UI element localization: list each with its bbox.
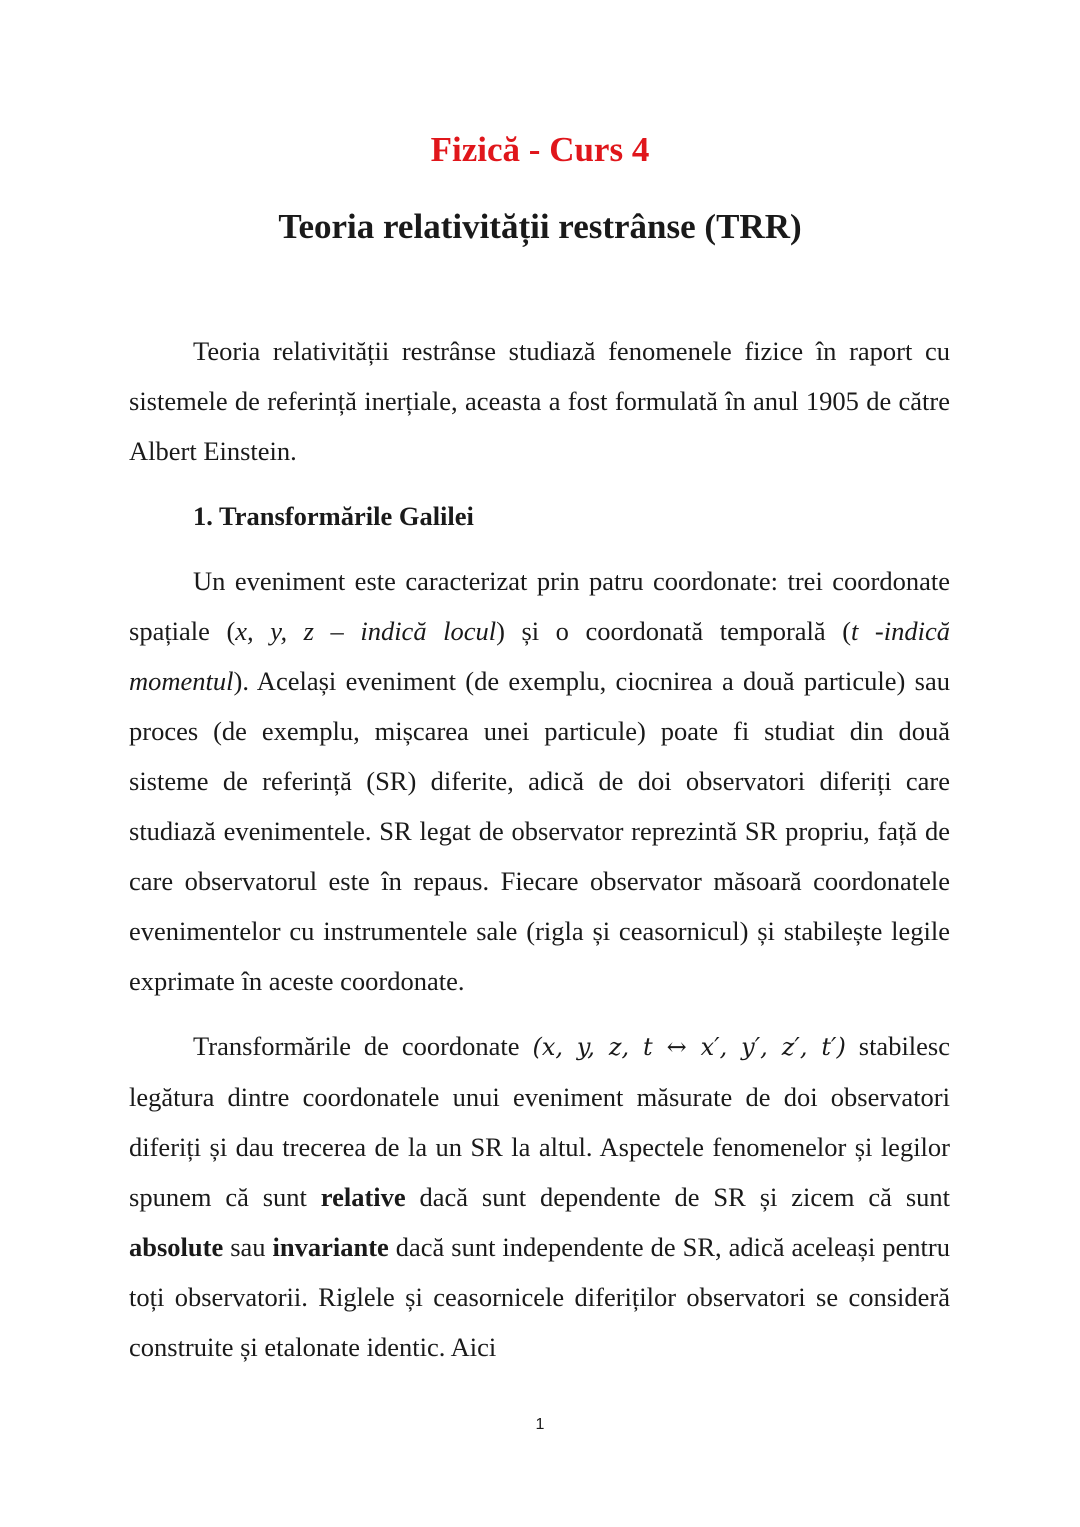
emphasis-momentul: indică momentul bbox=[129, 616, 951, 696]
text-run: ). Același eveniment (de exemplu, ciocnirea a două particule) sau proces (de exemplu, mișcarea unei particule) poate fi studiat din două sisteme de referință (SR) diferite, adică de doi observatori diferiți care studiază evenimentele. SR legat de observator reprezintă SR propriu, față de care observatorul este în repaus. Fiecare observator măsoară coordonatele evenimentelor cu instrumentele sale (rigla și ceasornicul) și stabilește legile exprimate în aceste coordonate. bbox=[129, 666, 950, 996]
course-title: Fizică - Curs 4 bbox=[430, 130, 650, 169]
text-run: dacă sunt dependente de SR și zicem că sunt bbox=[405, 1182, 950, 1212]
text-run: ) și o coordonată temporală ( bbox=[496, 616, 852, 646]
text-run: dacă sunt independente de SR, adică aceleași pentru toți observatorii. Riglele și ceasornicele diferiților observatori se consideră construite și etalonate identic. Aici bbox=[129, 1232, 950, 1362]
text-run: Un eveniment este caracterizat prin patru coordonate: trei coordonate spațiale ( bbox=[129, 566, 950, 646]
coordinate-transform-formula: (x, y, z, t ↔ x′, y′, z′, t′) bbox=[532, 1033, 846, 1061]
intro-paragraph: Teoria relativității restrânse studiază fenomenele fizice în raport cu sistemele de referință inerțiale, aceasta a fost formulată în anul 1905 de către Albert Einstein. bbox=[129, 336, 950, 466]
emphasis-locul: indică locul bbox=[360, 616, 497, 646]
event-paragraph bbox=[129, 556, 950, 1006]
text-run: stabilesc legătura dintre coordonatele unui eveniment măsurate de doi observatori diferiți și dau trecerea de la un SR la altul. Aspectele fenomenelor și legilor spunem că sunt bbox=[129, 1031, 951, 1212]
text-run: sau bbox=[223, 1232, 273, 1262]
text-run: - bbox=[858, 616, 884, 646]
text-run: – bbox=[314, 616, 361, 646]
term-absolute: absolute bbox=[129, 1232, 224, 1262]
chapter-title: Teoria relativității restrânse (TRR) bbox=[278, 207, 802, 246]
term-relative: relative bbox=[320, 1182, 406, 1212]
text-run: Transformările de coordonate bbox=[193, 1031, 533, 1061]
page-number: 1 bbox=[535, 1416, 545, 1433]
coordinates-xyz: x, y, z bbox=[235, 616, 314, 646]
transform-paragraph bbox=[129, 1021, 950, 1372]
section-heading: 1. Transformările Galilei bbox=[193, 501, 474, 531]
term-invariante: invariante bbox=[272, 1232, 389, 1262]
coordinate-t: t bbox=[851, 616, 859, 646]
